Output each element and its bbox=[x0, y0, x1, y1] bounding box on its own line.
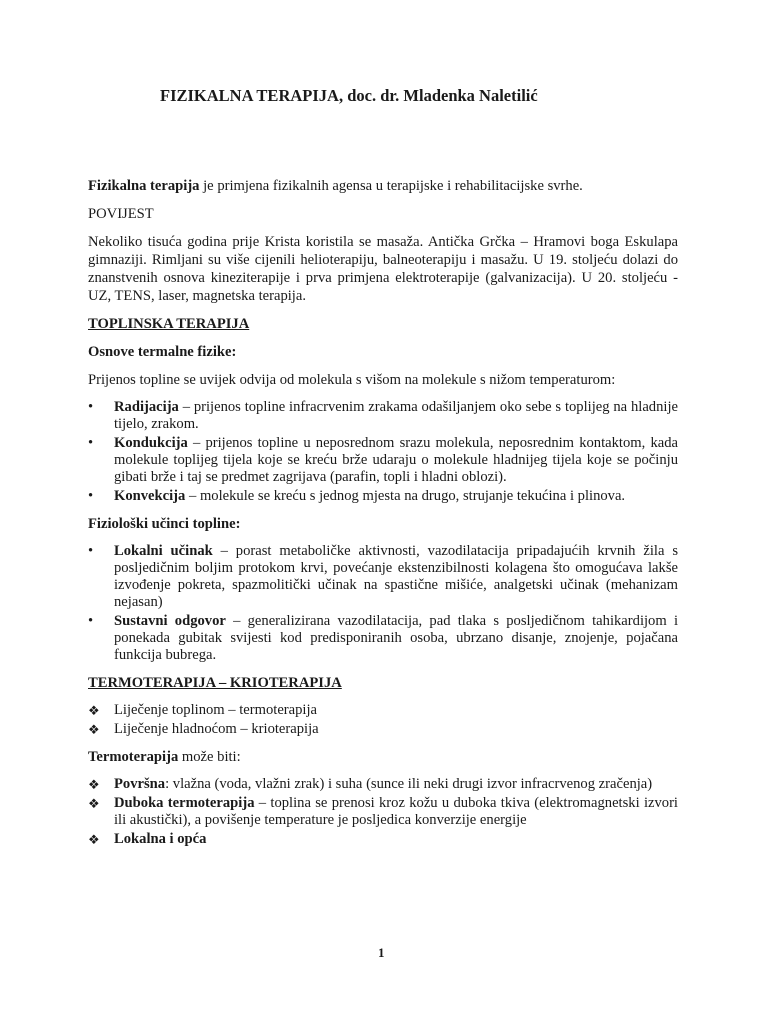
page-number: 1 bbox=[378, 945, 385, 960]
list-item-term: Kondukcija bbox=[114, 435, 188, 451]
list-item bbox=[88, 399, 678, 433]
list-item-text: – porast metaboličke aktivnosti, vazodilatacija pripadajućih krvnih žila s posljedičnim boljim protokom krvi, povećanje ekstenzibilnosti kolagena što omogućava lakše izvođenje pokreta, spazmolitički učinak na spastične mišiće, analgetski učinak (mehanizam nejasan) bbox=[114, 543, 678, 610]
list-item bbox=[88, 488, 678, 505]
intro-text: je primjena fizikalnih agensa u terapijske i rehabilitacijske svrhe. bbox=[199, 178, 583, 194]
bullet-icon: • bbox=[88, 543, 94, 559]
diamond-bullet-icon: ❖ bbox=[88, 722, 100, 737]
intro-term: Fizikalna terapija bbox=[88, 178, 200, 194]
list-item-text: Liječenje hladnoćom – krioterapija bbox=[114, 721, 319, 737]
document-title: FIZIKALNA TERAPIJA, doc. dr. Mladenka Naletilić bbox=[160, 86, 538, 105]
list-item bbox=[88, 543, 678, 611]
list-item-text: Liječenje toplinom – termoterapija bbox=[114, 702, 318, 718]
list-item-term: Sustavni odgovor bbox=[114, 613, 226, 629]
ucinci-heading: Fiziološki učinci topline: bbox=[88, 516, 241, 532]
vrste-list bbox=[88, 776, 678, 848]
list-item-text: – toplina se prenosi kroz kožu u duboka tkiva (elektromagnetski izvori ili akustički), a povišenje temperature je posljedica konverzije energije bbox=[114, 795, 678, 828]
list-item-text: – molekule se kreću s jednog mjesta na drugo, strujanje tekućina i plinova. bbox=[185, 488, 626, 504]
povijest-heading: POVIJEST bbox=[88, 206, 154, 222]
list-item bbox=[88, 721, 678, 738]
list-item bbox=[88, 831, 678, 848]
list-item bbox=[88, 795, 678, 829]
list-item-term: Lokalna i opća bbox=[114, 831, 207, 847]
termoterapija-text: može biti: bbox=[178, 749, 241, 765]
list-item-term: Duboka termoterapija bbox=[114, 795, 255, 811]
diamond-bullet-icon: ❖ bbox=[88, 796, 100, 811]
bullet-icon: • bbox=[88, 488, 94, 504]
bullet-icon: • bbox=[88, 613, 94, 629]
list-item-term: Konvekcija bbox=[114, 488, 186, 504]
list-item-term: Radijacija bbox=[114, 399, 179, 415]
termoterapija-term: Termoterapija bbox=[88, 749, 179, 765]
prijenos-paragraph: Prijenos topline se uvijek odvija od molekula s višom na molekule s nižom temperaturom: bbox=[88, 372, 616, 388]
osnove-heading: Osnove termalne fizike: bbox=[88, 344, 237, 360]
toplinska-terapija-heading: TOPLINSKA TERAPIJA bbox=[88, 316, 250, 332]
povijest-paragraph: Nekoliko tisuća godina prije Krista koristila se masaža. Antička Grčka – Hramovi boga Eskulapa gimnaziji. Rimljani su više cijenili helioterapiju, balneoterapiju i masažu. U 19. stoljeću dolazi do znanstvenih osnova kineziterapije i prva primjena elektroterapije (galvanizacija). U 20. stoljeću - UZ, TENS, laser, magnetska terapija. bbox=[88, 234, 678, 304]
list-item-text: – prijenos topline u neposrednom srazu molekula, neposrednim kontaktom, kada molekule toplijeg tijela koje se kreću brže udaraju o molekule hladnijeg tijela koje se počinju gibati brže i taj se predmet zagrijava (parafin, topli i hladni oblozi). bbox=[114, 435, 678, 485]
prijenos-list bbox=[88, 399, 678, 505]
list-item-text: – prijenos topline infracrvenim zrakama odašiljanjem oko sebe s toplijeg na hladnije tijelo, zrakom. bbox=[114, 399, 678, 432]
list-item bbox=[88, 435, 678, 486]
diamond-bullet-icon: ❖ bbox=[88, 703, 100, 718]
termoterapija-paragraph bbox=[88, 748, 678, 766]
list-item-text: – generalizirana vazodilatacija, pad tlaka s posljedičnom tahikardijom i ponekada gubitak svijesti kod predisponiranih osoba, ubrzano disanje, znojenje, pojačana funkcija bubrega. bbox=[114, 613, 678, 663]
list-item bbox=[88, 613, 678, 664]
diamond-bullet-icon: ❖ bbox=[88, 777, 100, 792]
bullet-icon: • bbox=[88, 399, 94, 415]
list-item bbox=[88, 702, 678, 719]
diamond-bullet-icon: ❖ bbox=[88, 832, 100, 847]
termo-list bbox=[88, 702, 678, 738]
list-item-term: Lokalni učinak bbox=[114, 543, 213, 559]
list-item bbox=[88, 776, 678, 793]
ucinci-list bbox=[88, 543, 678, 664]
list-item-term: Površna bbox=[114, 776, 166, 792]
document-body bbox=[88, 177, 678, 858]
termoterapija-krioterapija-heading: TERMOTERAPIJA – KRIOTERAPIJA bbox=[88, 675, 342, 691]
bullet-icon: • bbox=[88, 435, 94, 451]
list-item-text: : vlažna (voda, vlažni zrak) i suha (sunce ili neki drugi izvor infracrvenog zračenja) bbox=[165, 776, 653, 792]
intro-paragraph bbox=[88, 177, 678, 195]
